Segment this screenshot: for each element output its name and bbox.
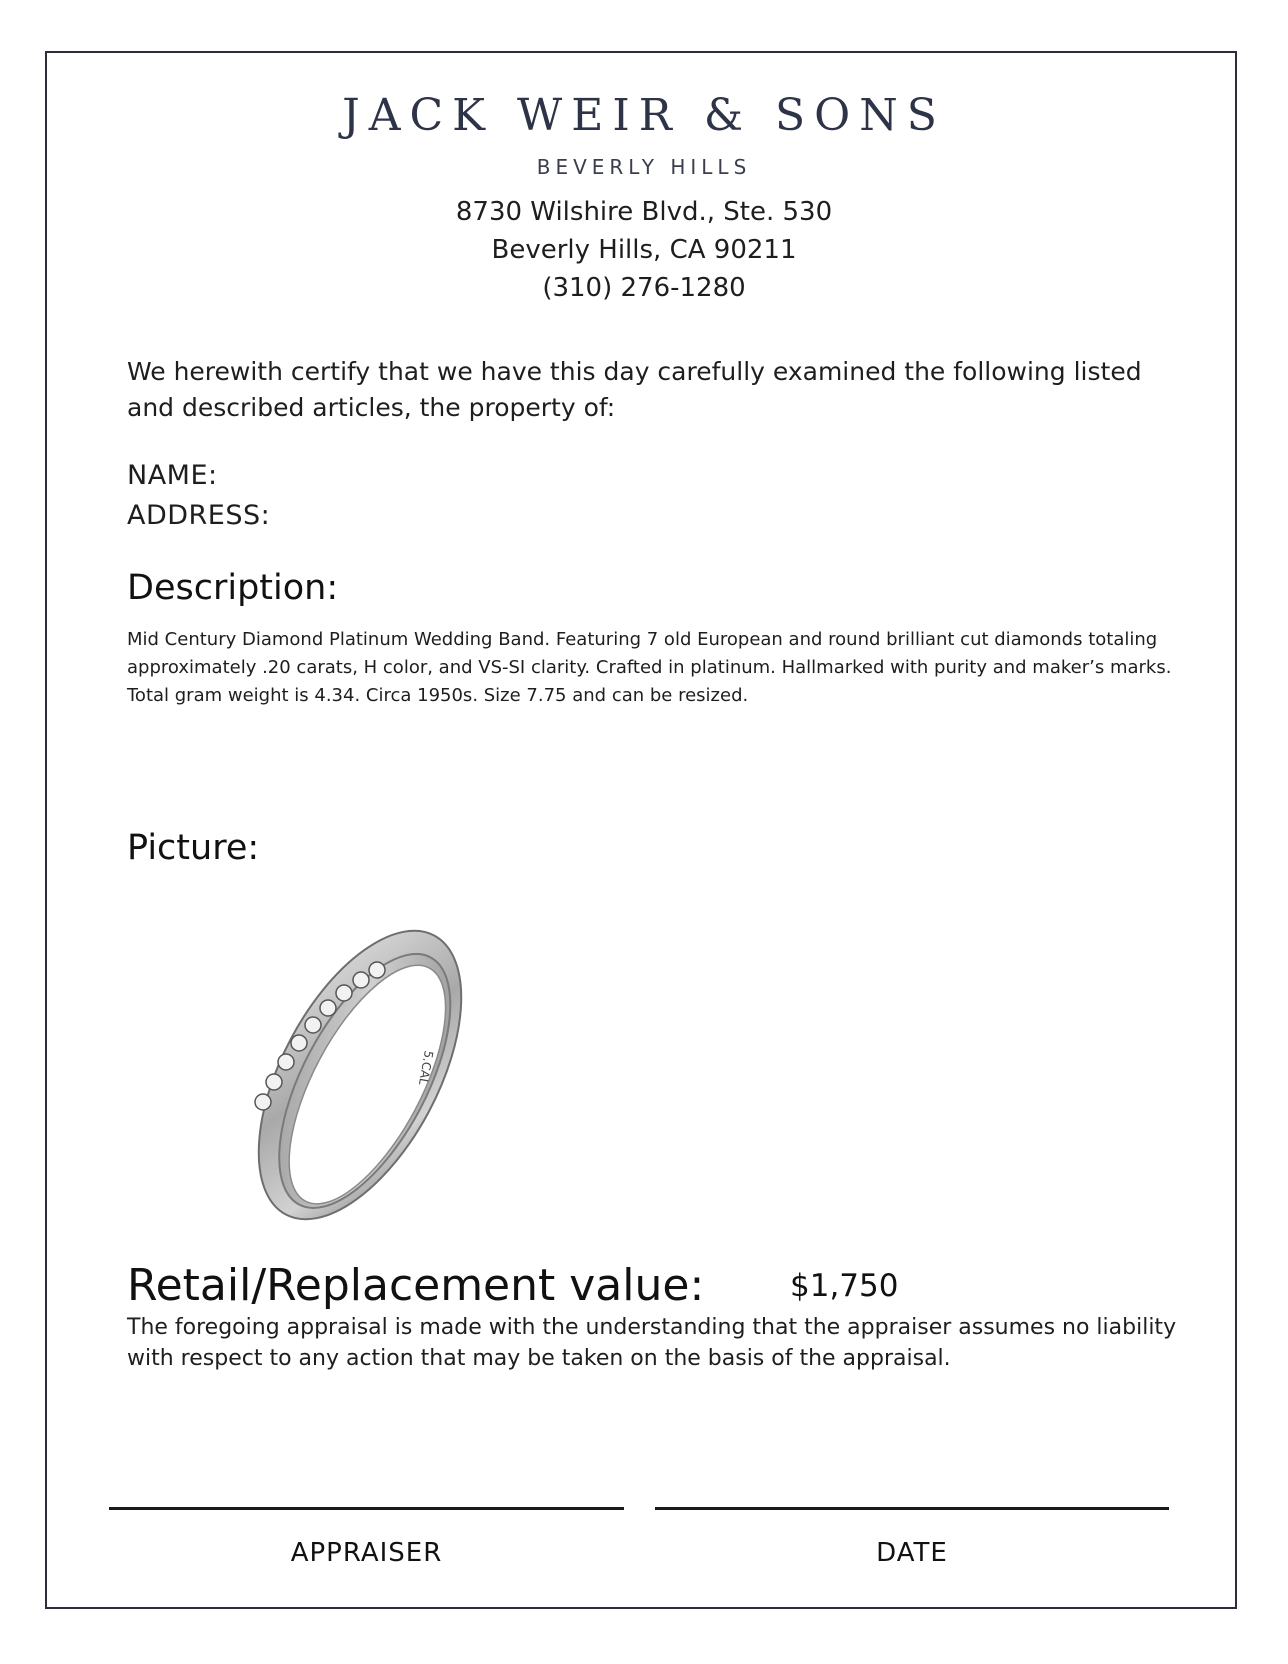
address-line-1: 8730 Wilshire Blvd., Ste. 530 bbox=[455, 197, 833, 227]
brand-location: BEVERLY HILLS bbox=[536, 155, 752, 179]
ring-photo bbox=[225, 910, 495, 1240]
appraiser-signature-line bbox=[109, 1507, 624, 1510]
phone-number: (310) 276-1280 bbox=[542, 273, 746, 303]
address-label: ADDRESS: bbox=[127, 500, 271, 531]
appraiser-label: APPRAISER bbox=[290, 1538, 443, 1568]
date-signature-line bbox=[655, 1507, 1169, 1510]
ring-image bbox=[225, 910, 495, 1240]
disclaimer-text: The foregoing appraisal is made with the understanding that the appraiser assumes no liability with respect to any action that may be taken on the basis of the appraisal. bbox=[127, 1315, 1177, 1371]
address-line-2: Beverly Hills, CA 90211 bbox=[491, 235, 797, 265]
name-label: NAME: bbox=[127, 460, 218, 491]
date-label: DATE bbox=[876, 1538, 948, 1568]
certification-statement: We herewith certify that we have this day carefully examined the following listed and described articles, the property of: bbox=[127, 357, 1142, 422]
value-heading: Retail/Replacement value: bbox=[127, 1260, 705, 1311]
description-text: Mid Century Diamond Platinum Wedding Band. Featuring 7 old European and round brilliant cut diamonds totaling approximately .20 carats, H color, and VS-SI clarity. Crafted in platinum. Hallmarked with purity and maker’s marks. Total gram weight is 4.34. Circa 1950s. Size 7.75 and can be resized. bbox=[127, 629, 1172, 706]
value-amount: $1,750 bbox=[790, 1268, 899, 1304]
description-heading: Description: bbox=[127, 568, 339, 608]
picture-heading: Picture: bbox=[127, 828, 260, 868]
ring-engraving: 5.CAL bbox=[416, 1049, 436, 1087]
brand-logo-text: JACK WEIR & SONS bbox=[342, 90, 946, 141]
